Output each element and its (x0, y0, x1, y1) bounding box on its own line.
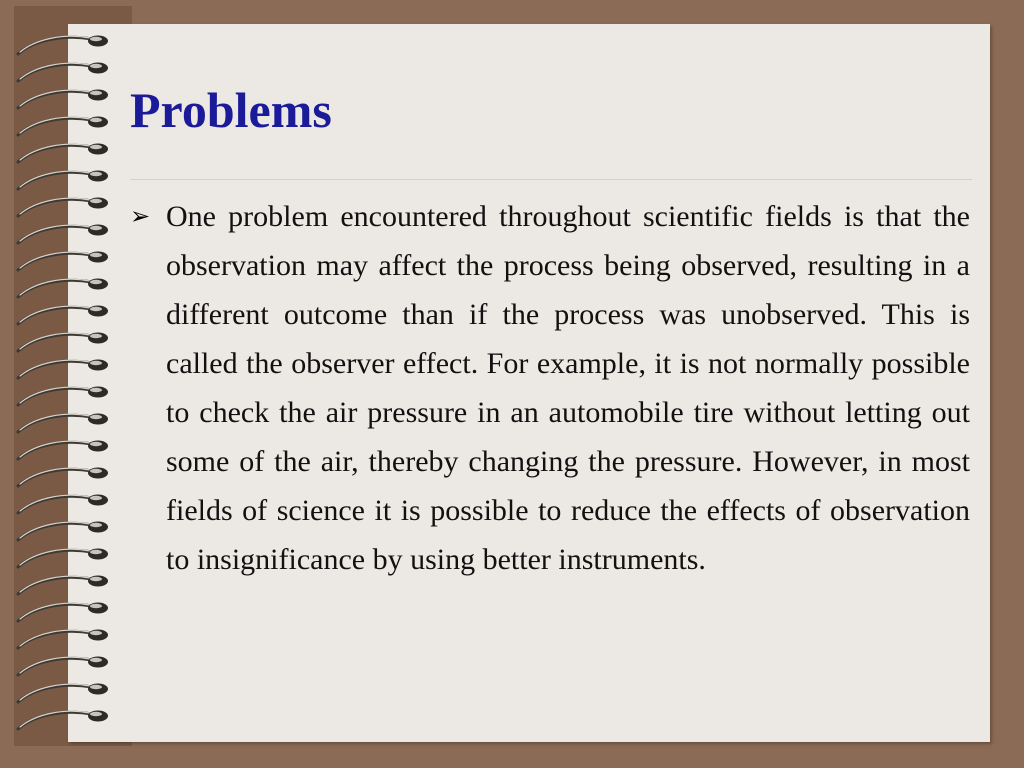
binding-ring (18, 468, 108, 487)
bullet-item (130, 192, 970, 584)
binding-ring (18, 198, 108, 217)
binding-ring (18, 657, 108, 676)
title-divider (130, 179, 972, 180)
binding-ring (18, 225, 108, 244)
binding-ring (18, 360, 108, 379)
binding-ring (18, 549, 108, 568)
slide-title: Problems (130, 82, 332, 138)
binding-ring (18, 36, 108, 55)
binding-ring (18, 684, 108, 703)
binding-ring (18, 522, 108, 541)
binding-ring (18, 279, 108, 298)
binding-ring (18, 90, 108, 109)
arrow-bullet-icon: ➢ (130, 202, 151, 230)
binding-ring (18, 333, 108, 352)
binding-ring (18, 144, 108, 163)
binding-ring (18, 63, 108, 82)
binding-ring (18, 306, 108, 325)
binding-ring (18, 603, 108, 622)
binding-ring (18, 387, 108, 406)
binding-ring (18, 630, 108, 649)
binding-ring (18, 252, 108, 271)
binding-ring (18, 711, 108, 730)
binding-ring (18, 441, 108, 460)
binding-ring (18, 414, 108, 433)
bullet-text: One problem encountered throughout scientific fields is that the observation may affect the process being observed, resulting in a different outcome than if the process was unobserved. This is called the observer effect. For example, it is not normally possible to check the air pressure in an automobile tire without letting out some of the air, thereby changing the pressure. However, in most fields of science it is possible to reduce the effects of observation to insignificance by using better instruments. (166, 200, 970, 576)
binding-ring (18, 576, 108, 595)
binding-ring (18, 117, 108, 136)
binding-ring (18, 171, 108, 190)
binding-ring (18, 495, 108, 514)
spiral-binding-icon (14, 30, 124, 750)
